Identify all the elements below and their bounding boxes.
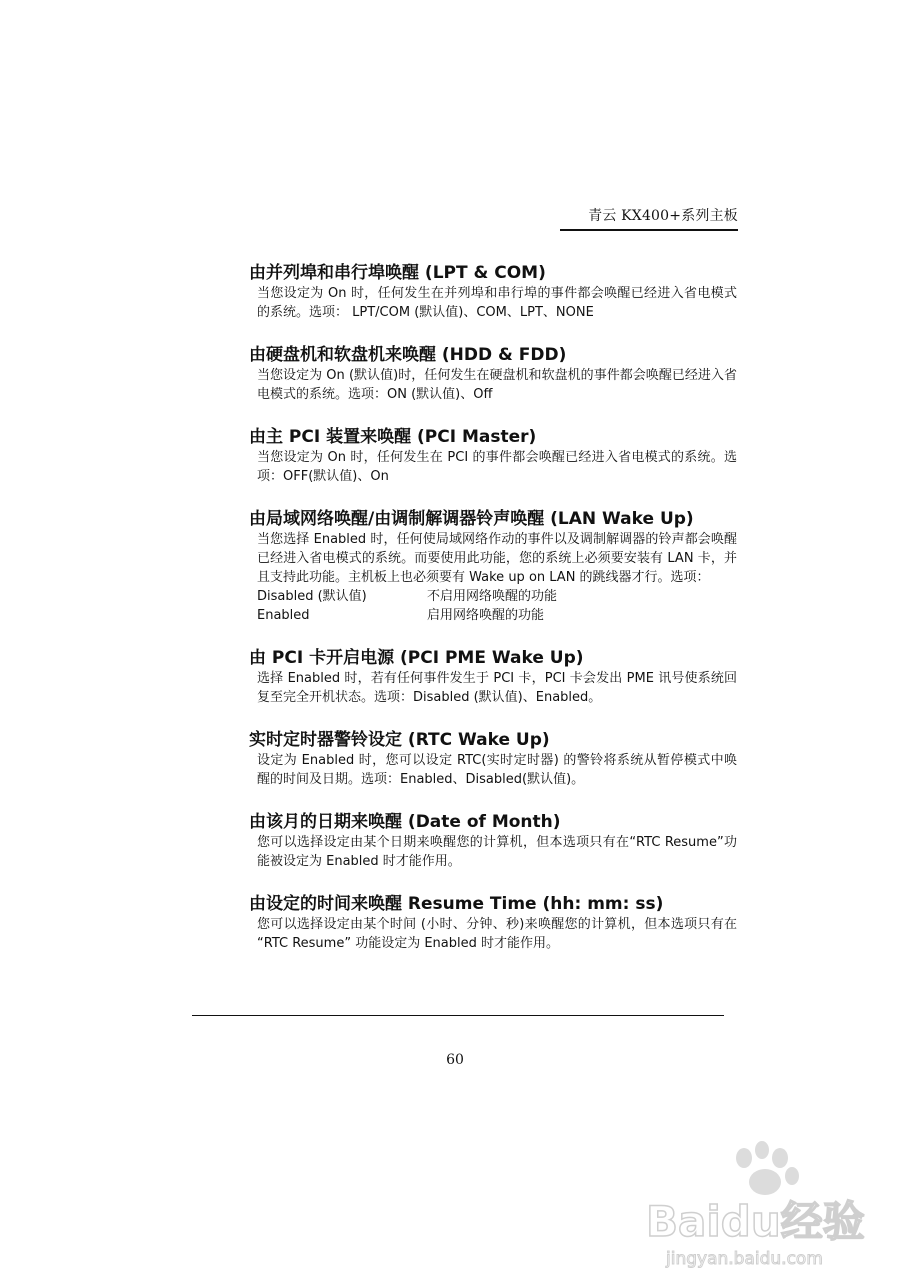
section-resume-time	[249, 893, 739, 953]
option-row	[257, 587, 739, 606]
section-title: 由该月的日期来唤醒 (Date of Month)	[249, 812, 561, 832]
section-lpt-com	[249, 262, 739, 322]
section-body: 设定为 Enabled 时，您可以设定 RTC(实时定时器) 的警铃将系统从暂停模式中唤醒的时间及日期。选项：Enabled、Disabled(默认值)。	[257, 753, 737, 787]
watermark-url: jingyan.baidu.com	[666, 1249, 823, 1269]
section-title: 由主 PCI 装置来唤醒 (PCI Master)	[249, 427, 537, 447]
section-body: 当您设定为 On 时，任何发生在并列埠和串行埠的事件都会唤醒已经进入省电模式的系统。选项： LPT/COM (默认值)、COM、LPT、NONE	[257, 286, 737, 320]
page-number: 60	[446, 1052, 464, 1068]
section-title: 由 PCI 卡开启电源 (PCI PME Wake Up)	[249, 648, 584, 668]
running-header: 青云 KX400+系列主板	[560, 205, 738, 231]
section-body: 当您设定为 On (默认值)时，任何发生在硬盘机和软盘机的事件都会唤醒已经进入省电模式的系统。选项：ON (默认值)、Off	[257, 368, 737, 402]
section-hdd-fdd	[249, 344, 739, 404]
section-rtc-wake-up	[249, 729, 739, 789]
section-date-of-month	[249, 811, 739, 871]
section-title: 实时定时器警铃设定 (RTC Wake Up)	[249, 730, 550, 750]
watermark-brand: Baidu经验	[646, 1197, 865, 1246]
section-body: 当您选择 Enabled 时，任何使局域网络作动的事件以及调制解调器的铃声都会唤醒已经进入省电模式的系统。而要使用此功能，您的系统上必须要安装有 LAN 卡，并且支持此功能。主机板上也必须要有 Wake up on LAN 的跳线器才行。选项：	[257, 532, 737, 585]
option-value: 启用网络唤醒的功能	[427, 608, 545, 623]
baidu-watermark-logo	[640, 1140, 870, 1270]
option-key: Disabled (默认值)	[257, 589, 367, 604]
section-title: 由设定的时间来唤醒 Resume Time (hh: mm: ss)	[249, 894, 664, 914]
option-value: 不启用网络唤醒的功能	[427, 589, 558, 604]
options-table	[257, 587, 739, 625]
section-body: 您可以选择设定由某个时间 (小时、分钟、秒)来唤醒您的计算机，但本选项只有在 “RTC Resume” 功能设定为 Enabled 时才能作用。	[257, 917, 737, 951]
section-body: 您可以选择设定由某个日期来唤醒您的计算机，但本选项只有在“RTC Resume”功能被设定为 Enabled 时才能作用。	[257, 835, 737, 869]
section-title: 由局域网络唤醒/由调制解调器铃声唤醒 (LAN Wake Up)	[249, 509, 694, 529]
section-body: 当您设定为 On 时，任何发生在 PCI 的事件都会唤醒已经进入省电模式的系统。选项：OFF(默认值)、On	[257, 450, 737, 484]
section-title: 由硬盘机和软盘机来唤醒 (HDD & FDD)	[249, 345, 567, 365]
section-pci-pme	[249, 647, 739, 707]
section-lan-wake-up	[249, 508, 739, 625]
section-title: 由并列埠和串行埠唤醒 (LPT & COM)	[249, 263, 546, 283]
paw-icon	[736, 1141, 799, 1195]
option-row	[257, 606, 739, 625]
section-pci-master	[249, 426, 739, 486]
main-content	[249, 262, 739, 975]
footer-divider	[192, 1015, 724, 1016]
option-key: Enabled	[257, 608, 310, 623]
section-body: 选择 Enabled 时，若有任何事件发生于 PCI 卡，PCI 卡会发出 PME 讯号使系统回复至完全开机状态。选项：Disabled (默认值)、Enabled。	[257, 671, 737, 705]
